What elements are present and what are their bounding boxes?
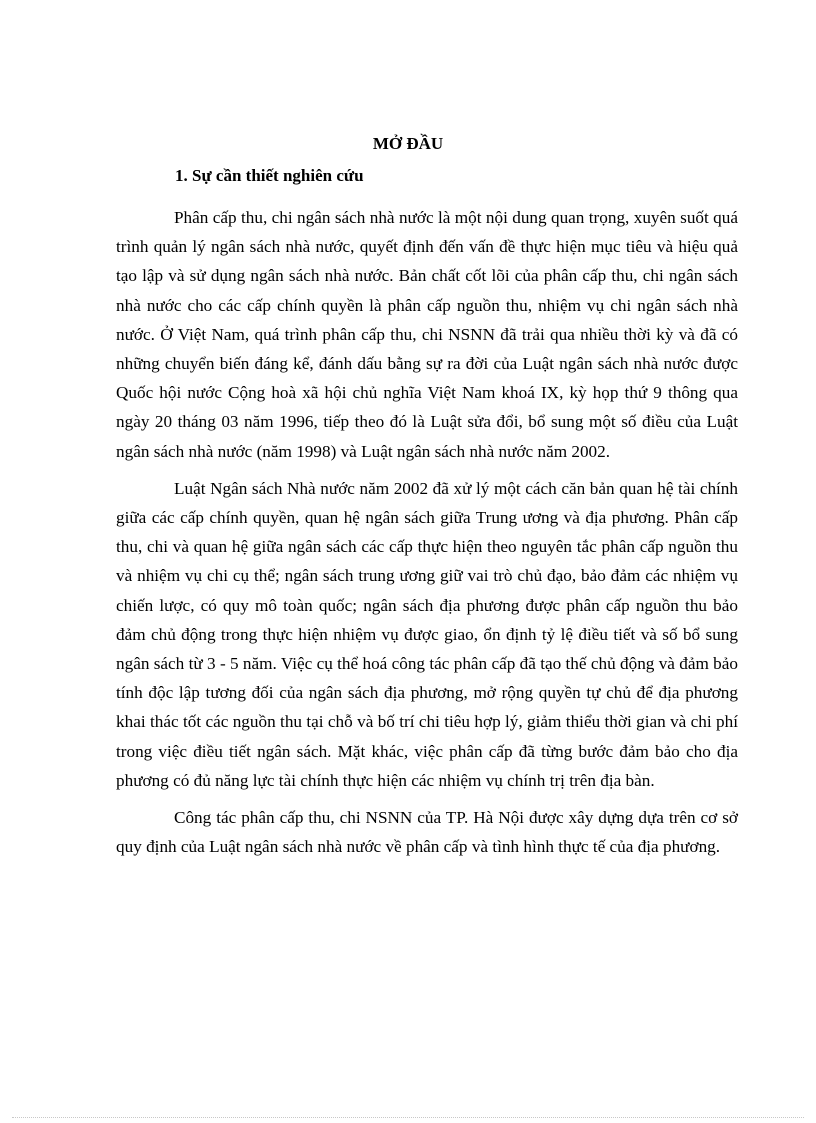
page-title: MỞ ĐẦU (372, 134, 444, 153)
paragraph: Công tác phân cấp thu, chi NSNN của TP. Hà Nội được xây dựng dựa trên cơ sở quy định của Luật ngân sách nhà nước về phân cấp và tình hình thực tế của địa phương. (116, 808, 738, 857)
paragraph: Phân cấp thu, chi ngân sách nhà nước là một nội dung quan trọng, xuyên suốt quá trình quản lý ngân sách nhà nước, quyết định đến vấn đề thực hiện mục tiêu và hiệu quả tạo lập và sử dụng ngân sách nhà nước. Bản chất cốt lõi của phân cấp thu, chi ngân sách nhà nước cho các cấp chính quyền là phân cấp nguồn thu, nhiệm vụ chi ngân sách nhà nước. Ở Việt Nam, quá trình phân cấp thu, chi NSNN đã trải qua nhiều thời kỳ và đã có những chuyển biến đáng kể, đánh dấu bằng sự ra đời của Luật ngân sách nhà nước được Quốc hội nước Cộng hoà xã hội chủ nghĩa Việt Nam khoá IX, kỳ họp thứ 9 thông qua ngày 20 tháng 03 năm 1996, tiếp theo đó là Luật sửa đổi, bổ sung một số điều của Luật ngân sách nhà nước (năm 1998) và Luật ngân sách nhà nước năm 2002. (116, 208, 738, 461)
paragraph: Luật Ngân sách Nhà nước năm 2002 đã xử lý một cách căn bản quan hệ tài chính giữa các cấp chính quyền, quan hệ ngân sách giữa Trung ương và địa phương. Phân cấp thu, chi và quan hệ giữa ngân sách các cấp thực hiện theo nguyên tắc phân cấp nguồn thu và nhiệm vụ chi cụ thể; ngân sách trung ương giữ vai trò chủ đạo, bảo đảm các nhiệm vụ chiến lược, có quy mô toàn quốc; ngân sách địa phương được phân cấp nguồn thu bảo đảm chủ động trong thực hiện nhiệm vụ được giao, ổn định tỷ lệ điều tiết và số bổ sung ngân sách từ 3 - 5 năm. Việc cụ thể hoá công tác phân cấp đã tạo thế chủ động và đảm bảo tính độc lập tương đối của ngân sách địa phương, mở rộng quyền tự chủ để địa phương khai thác tốt các nguồn thu tại chỗ và bố trí chi tiêu hợp lý, giảm thiểu thời gian và chi phí trong việc điều tiết ngân sách. Mặt khác, việc phân cấp đã từng bước đảm bảo cho địa phương có đủ năng lực tài chính thực hiện các nhiệm vụ chính trị trên địa bàn. (116, 478, 738, 790)
section-heading: 1. Sự cần thiết nghiên cứu (175, 166, 364, 185)
page-bottom-divider (12, 1117, 804, 1118)
body-text (116, 203, 738, 869)
